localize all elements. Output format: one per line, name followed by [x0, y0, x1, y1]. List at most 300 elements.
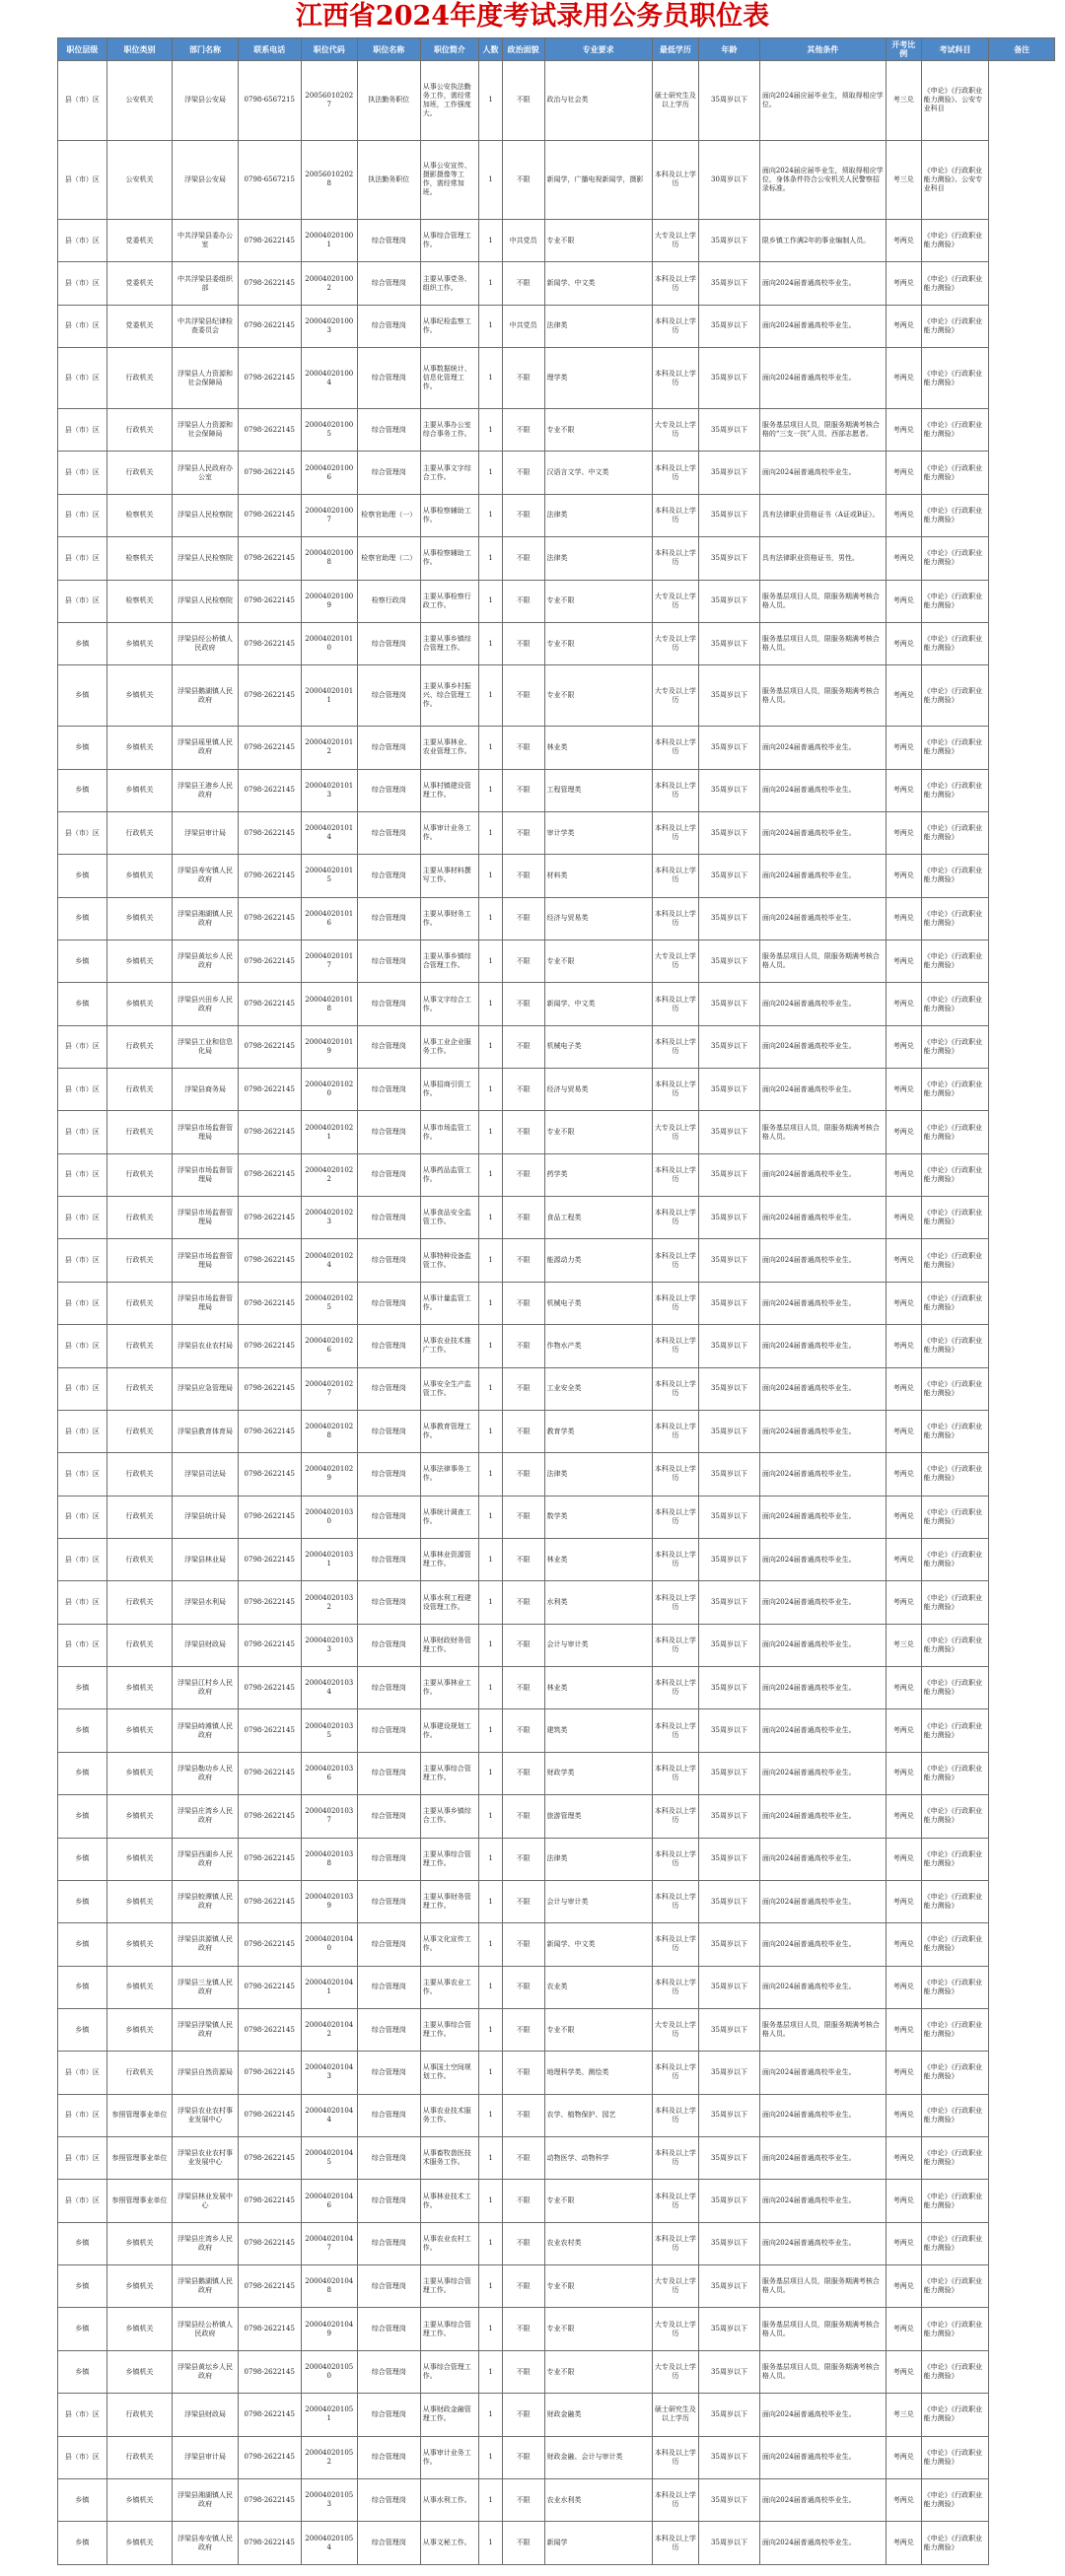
table-cell: 综合管理岗 — [357, 1367, 420, 1410]
table-cell: 《申论》《行政职业能力测验》 — [921, 537, 989, 580]
table-cell: 浮梁县黄坛乡人民政府 — [173, 940, 238, 982]
table-cell: 工程管理类 — [544, 769, 652, 811]
table-cell: 综合管理岗 — [357, 1069, 420, 1111]
table-cell: 35周岁以下 — [699, 1496, 760, 1538]
table-cell: 200040201011 — [301, 665, 357, 727]
table-cell: 0798-2622145 — [238, 1325, 301, 1367]
table-cell: 从事工业企业服务工作。 — [420, 1025, 478, 1068]
table-row — [58, 1838, 1055, 1880]
column-header: 部门名称 — [173, 38, 238, 61]
table-cell: 0798-2622145 — [238, 1923, 301, 1966]
table-cell: 1 — [479, 2094, 503, 2136]
table-cell: 综合管理岗 — [357, 1923, 420, 1966]
table-cell: 200040201022 — [301, 1153, 357, 1196]
table-cell: 面向2024届普通高校毕业生。 — [759, 2137, 886, 2180]
table-cell: 行政机关 — [106, 1239, 172, 1282]
table-cell: 综合管理岗 — [357, 622, 420, 664]
table-cell: 面向2024届普通高校毕业生。 — [759, 1667, 886, 1709]
table-cell: 《申论》《行政职业能力测验》 — [921, 1239, 989, 1282]
table-cell: 1 — [479, 1069, 503, 1111]
table-cell: 不限 — [502, 1539, 544, 1581]
table-cell: 从事财政金融管理工作。 — [420, 2394, 478, 2436]
column-header: 职位代码 — [301, 38, 357, 61]
table-cell: 面向2024届普通高校毕业生。 — [759, 452, 886, 494]
table-cell: 《申论》《行政职业能力测验》 — [921, 1667, 989, 1709]
table-cell: 35周岁以下 — [699, 1667, 760, 1709]
table-cell: 35周岁以下 — [699, 622, 760, 664]
table-cell: 综合管理岗 — [357, 1025, 420, 1068]
table-cell: 财政金融、会计与审计类 — [544, 2436, 652, 2478]
table-cell: 浮梁县人民检察院 — [173, 580, 238, 622]
table-cell: 《申论》《行政职业能力测验》 — [921, 348, 989, 409]
table-cell: 35周岁以下 — [699, 1709, 760, 1752]
table-cell: 中共浮梁县纪律检查委员会 — [173, 305, 238, 347]
table-cell: 不限 — [502, 1581, 544, 1624]
table-row — [58, 897, 1055, 940]
table-cell: 乡镇机关 — [106, 897, 172, 940]
table-cell: 《申论》《行政职业能力测验》 — [921, 983, 989, 1025]
table-cell: 35周岁以下 — [699, 1367, 760, 1410]
table-row — [58, 1709, 1055, 1752]
table-cell: 浮梁县财政局 — [173, 2394, 238, 2436]
table-cell: 200040201009 — [301, 580, 357, 622]
table-cell: 面向2024届普通高校毕业生。 — [759, 1752, 886, 1794]
table-cell: 主要从事乡镇综合管理工作。 — [420, 622, 478, 664]
column-header: 年龄 — [699, 38, 760, 61]
table-cell: 面向2024届普通高校毕业生。 — [759, 1624, 886, 1666]
column-header: 人数 — [479, 38, 503, 61]
table-cell: 浮梁县瑶里镇人民政府 — [173, 727, 238, 769]
table-cell: 综合管理岗 — [357, 769, 420, 811]
table-cell: 35周岁以下 — [699, 1624, 760, 1666]
table-cell: 面向2024届应届毕业生，须取得相应学位，身体条件符合公安机关人民警察招录标准。 — [759, 140, 886, 220]
table-cell: 《申论》《行政职业能力测验》 — [921, 1581, 989, 1624]
table-cell: 1 — [479, 262, 503, 305]
table-cell: 35周岁以下 — [699, 1410, 760, 1452]
table-cell: 浮梁县庄湾乡人民政府 — [173, 1795, 238, 1838]
table-cell: 0798-6567215 — [238, 140, 301, 220]
table-cell: 浮梁县黄坛乡人民政府 — [173, 2350, 238, 2393]
table-cell: 服务基层项目人员，限服务期满考核合格人员。 — [759, 2350, 886, 2393]
table-cell: 县（市）区 — [58, 61, 107, 141]
table-cell: 35周岁以下 — [699, 2137, 760, 2180]
table-cell: 专业不限 — [544, 622, 652, 664]
table-cell: 考两兑 — [886, 1923, 921, 1966]
table-cell: 专业不限 — [544, 2008, 652, 2051]
table-cell: 从事招商引资工作。 — [420, 1069, 478, 1111]
table-cell: 浮梁县市场监督管理局 — [173, 1282, 238, 1324]
table-cell: 不限 — [502, 61, 544, 141]
table-cell: 中共浮梁县委组织部 — [173, 262, 238, 305]
table-cell: 不限 — [502, 727, 544, 769]
table-cell: 0798-2622145 — [238, 2008, 301, 2051]
table-cell: 财政学类 — [544, 1752, 652, 1794]
table-cell: 浮梁县教育体育局 — [173, 1410, 238, 1452]
table-cell: 县（市）区 — [58, 1496, 107, 1538]
table-cell: 县（市）区 — [58, 2436, 107, 2478]
table-cell: 《申论》《行政职业能力测验》 — [921, 1880, 989, 1922]
table-cell: 参照管理事业单位 — [106, 2180, 172, 2222]
table-cell: 从事特种设备监管工作。 — [420, 1239, 478, 1282]
table-cell: 乡镇 — [58, 2222, 107, 2264]
table-cell: 乡镇 — [58, 2522, 107, 2565]
table-cell: 浮梁县财政局 — [173, 1624, 238, 1666]
table-row — [58, 1752, 1055, 1794]
table-cell: 200040201004 — [301, 348, 357, 409]
table-cell: 1 — [479, 665, 503, 727]
table-cell: 考两兑 — [886, 811, 921, 854]
table-cell: 不限 — [502, 1709, 544, 1752]
table-cell: 200040201033 — [301, 1624, 357, 1666]
table-cell: 新闻学、中文类 — [544, 1923, 652, 1966]
table-cell: 从事文字综合工作。 — [420, 983, 478, 1025]
table-cell: 本科及以上学历 — [652, 1667, 698, 1709]
table-cell: 经济与贸易类 — [544, 1069, 652, 1111]
table-cell: 行政机关 — [106, 1325, 172, 1367]
table-cell: 《申论》《行政职业能力测验》 — [921, 897, 989, 940]
table-cell: 《申论》《行政职业能力测验》 — [921, 2222, 989, 2264]
table-cell: 县（市）区 — [58, 1367, 107, 1410]
table-cell: 乡镇机关 — [106, 1838, 172, 1880]
table-cell: 1 — [479, 1282, 503, 1324]
table-cell: 主要从事财务工作。 — [420, 897, 478, 940]
table-cell: 0798-2622145 — [238, 305, 301, 347]
table-cell: 不限 — [502, 494, 544, 536]
table-cell: 不限 — [502, 1197, 544, 1239]
table-cell: 综合管理岗 — [357, 1667, 420, 1709]
table-cell: 35周岁以下 — [699, 940, 760, 982]
table-cell: 综合管理岗 — [357, 1197, 420, 1239]
table-row — [58, 2180, 1055, 2222]
table-cell: 从事财政财务管理工作。 — [420, 1624, 478, 1666]
table-cell: 考两兑 — [886, 580, 921, 622]
table-cell: 乡镇机关 — [106, 2222, 172, 2264]
table-cell: 会计与审计类 — [544, 1624, 652, 1666]
table-cell: 专业不限 — [544, 2180, 652, 2222]
table-cell: 0798-2622145 — [238, 727, 301, 769]
table-cell: 主要从事乡镇综合管理工作。 — [420, 940, 478, 982]
table-cell: 综合管理岗 — [357, 1581, 420, 1624]
table-cell: 乡镇机关 — [106, 665, 172, 727]
table-body — [58, 61, 1055, 2565]
table-cell: 1 — [479, 2436, 503, 2478]
table-cell: 本科及以上学历 — [652, 1838, 698, 1880]
table-cell: 法律类 — [544, 1838, 652, 1880]
table-cell: 200040201039 — [301, 1880, 357, 1922]
table-cell: 0798-2622145 — [238, 1709, 301, 1752]
table-cell: 35周岁以下 — [699, 1966, 760, 2008]
table-cell: 综合管理岗 — [357, 2265, 420, 2308]
table-cell: 考两兑 — [886, 1325, 921, 1367]
table-cell: 综合管理岗 — [357, 665, 420, 727]
table-cell: 本科及以上学历 — [652, 1966, 698, 2008]
table-cell: 《申论》《行政职业能力测验》 — [921, 727, 989, 769]
table-cell: 综合管理岗 — [357, 2394, 420, 2436]
table-cell: 浮梁县农业农村事业发展中心 — [173, 2137, 238, 2180]
table-cell: 从事文化宣传工作。 — [420, 1923, 478, 1966]
table-cell: 从事综合管理工作。 — [420, 2350, 478, 2393]
table-cell: 综合管理岗 — [357, 1838, 420, 1880]
table-cell: 200040201052 — [301, 2436, 357, 2478]
table-cell: 200040201053 — [301, 2478, 357, 2521]
table-row — [58, 1539, 1055, 1581]
table-cell: 面向2024届普通高校毕业生。 — [759, 1880, 886, 1922]
table-cell: 乡镇 — [58, 665, 107, 727]
table-cell: 面向2024届普通高校毕业生。 — [759, 2394, 886, 2436]
table-cell: 200040201042 — [301, 2008, 357, 2051]
table-cell: 200040201002 — [301, 262, 357, 305]
table-cell: 200040201050 — [301, 2350, 357, 2393]
table-cell: 服务基层项目人员，限服务期满考核合格人员。 — [759, 622, 886, 664]
table-cell: 从事林业技术工作。 — [420, 2180, 478, 2222]
table-cell: 从事水利工作。 — [420, 2478, 478, 2521]
table-cell: 主要从事检察行政工作。 — [420, 580, 478, 622]
table-cell: 0798-2622145 — [238, 2137, 301, 2180]
table-cell: 考两兑 — [886, 2478, 921, 2521]
table-cell: 0798-2622145 — [238, 622, 301, 664]
table-cell: 旅游管理类 — [544, 1795, 652, 1838]
table-cell: 本科及以上学历 — [652, 1325, 698, 1367]
table-cell: 考两兑 — [886, 1709, 921, 1752]
table-cell: 《申论》《行政职业能力测验》 — [921, 1624, 989, 1666]
table-cell: 0798-2622145 — [238, 1025, 301, 1068]
table-cell: 乡镇机关 — [106, 1752, 172, 1794]
table-cell: 0798-2622145 — [238, 1410, 301, 1452]
table-cell: 《申论》《行政职业能力测验》 — [921, 1282, 989, 1324]
table-cell: 面向2024届普通高校毕业生。 — [759, 1581, 886, 1624]
table-cell: 35周岁以下 — [699, 1752, 760, 1794]
table-cell: 能源动力类 — [544, 1239, 652, 1282]
table-row — [58, 1153, 1055, 1196]
table-cell: 200040201029 — [301, 1453, 357, 1496]
table-row — [58, 1239, 1055, 1282]
table-cell: 水利类 — [544, 1581, 652, 1624]
table-cell: 乡镇机关 — [106, 727, 172, 769]
table-cell: 乡镇机关 — [106, 2265, 172, 2308]
table-cell: 1 — [479, 2052, 503, 2094]
table-cell: 不限 — [502, 1282, 544, 1324]
table-cell: 200040201024 — [301, 1239, 357, 1282]
table-cell: 35周岁以下 — [699, 727, 760, 769]
table-cell: 专业不限 — [544, 2265, 652, 2308]
table-cell: 面向2024届普通高校毕业生。 — [759, 1282, 886, 1324]
table-cell: 考两兑 — [886, 1239, 921, 1282]
table-cell: 面向2024届普通高校毕业生。 — [759, 1239, 886, 1282]
table-cell: 《申论》《行政职业能力测验》 — [921, 1325, 989, 1367]
table-cell: 行政机关 — [106, 409, 172, 452]
table-cell: 专业不限 — [544, 409, 652, 452]
table-cell: 浮梁县公安局 — [173, 140, 238, 220]
table-row — [58, 2137, 1055, 2180]
table-cell: 主要从事综合管理工作。 — [420, 2008, 478, 2051]
table-cell: 浮梁县西湖乡人民政府 — [173, 1838, 238, 1880]
table-cell: 浮梁县洪源镇人民政府 — [173, 1923, 238, 1966]
table-cell: 200040201013 — [301, 769, 357, 811]
table-cell: 乡镇 — [58, 769, 107, 811]
table-cell: 1 — [479, 2394, 503, 2436]
table-cell: 35周岁以下 — [699, 897, 760, 940]
table-cell: 本科及以上学历 — [652, 452, 698, 494]
table-row — [58, 2308, 1055, 2350]
table-cell: 从事检察辅助工作。 — [420, 494, 478, 536]
table-cell: 大专及以上学历 — [652, 940, 698, 982]
table-cell: 乡镇 — [58, 2478, 107, 2521]
table-cell: 从事农业农村工作。 — [420, 2222, 478, 2264]
table-cell: 200040201037 — [301, 1795, 357, 1838]
table-cell: 考两兑 — [886, 665, 921, 727]
table-cell: 35周岁以下 — [699, 1453, 760, 1496]
table-cell: 考两兑 — [886, 1153, 921, 1196]
table-cell: 35周岁以下 — [699, 1239, 760, 1282]
table-cell: 行政机关 — [106, 1069, 172, 1111]
table-cell: 不限 — [502, 1069, 544, 1111]
table-cell: 行政机关 — [106, 811, 172, 854]
table-cell: 县（市）区 — [58, 537, 107, 580]
table-cell: 行政机关 — [106, 1025, 172, 1068]
table-cell: 200040201038 — [301, 1838, 357, 1880]
table-cell: 35周岁以下 — [699, 2008, 760, 2051]
table-cell: 不限 — [502, 140, 544, 220]
table-cell: 200040201006 — [301, 452, 357, 494]
table-row — [58, 2436, 1055, 2478]
table-cell: 综合管理岗 — [357, 2522, 420, 2565]
table-row — [58, 811, 1055, 854]
table-cell: 0798-2622145 — [238, 2265, 301, 2308]
table-cell: 乡镇机关 — [106, 2522, 172, 2565]
table-cell: 30周岁以下 — [699, 140, 760, 220]
table-cell: 县（市）区 — [58, 1111, 107, 1153]
table-cell: 1 — [479, 2478, 503, 2521]
table-cell: 《申论》《行政职业能力测验》 — [921, 1795, 989, 1838]
table-cell: 1 — [479, 140, 503, 220]
table-cell: 审计学类 — [544, 811, 652, 854]
table-cell: 200040201043 — [301, 2052, 357, 2094]
table-row — [58, 1923, 1055, 1966]
table-cell: 不限 — [502, 1838, 544, 1880]
table-cell: 35周岁以下 — [699, 61, 760, 141]
table-cell: 考两兑 — [886, 2265, 921, 2308]
table-row — [58, 1966, 1055, 2008]
table-cell: 考三兑 — [886, 1624, 921, 1666]
table-cell: 县（市）区 — [58, 494, 107, 536]
table-row — [58, 1025, 1055, 1068]
table-cell: 县（市）区 — [58, 1239, 107, 1282]
table-cell: 《申论》《行政职业能力测验》 — [921, 2052, 989, 2094]
table-cell: 35周岁以下 — [699, 220, 760, 262]
table-cell: 党委机关 — [106, 305, 172, 347]
table-cell: 大专及以上学历 — [652, 220, 698, 262]
table-cell: 主要从事综合管理工作。 — [420, 2308, 478, 2350]
table-cell: 本科及以上学历 — [652, 1282, 698, 1324]
table-row — [58, 1069, 1055, 1111]
table-cell: 1 — [479, 305, 503, 347]
table-cell: 35周岁以下 — [699, 537, 760, 580]
table-cell: 1 — [479, 769, 503, 811]
table-cell: 动物医学、动物科学 — [544, 2137, 652, 2180]
table-cell: 浮梁县寿安镇人民政府 — [173, 855, 238, 897]
table-cell: 新闻学，广播电视新闻学，摄影 — [544, 140, 652, 220]
table-cell: 主要从事农业工作。 — [420, 1966, 478, 2008]
table-row — [58, 855, 1055, 897]
table-cell: 面向2024届普通高校毕业生。 — [759, 1539, 886, 1581]
table-cell: 综合管理岗 — [357, 2436, 420, 2478]
table-cell: 0798-2622145 — [238, 2052, 301, 2094]
table-cell: 综合管理岗 — [357, 897, 420, 940]
table-cell: 主要从事综合管理工作。 — [420, 2265, 478, 2308]
table-cell: 考两兑 — [886, 897, 921, 940]
table-cell: 不限 — [502, 2052, 544, 2094]
table-cell: 200040201028 — [301, 1410, 357, 1452]
table-cell: 主要从事乡村振兴、综合管理工作。 — [420, 665, 478, 727]
table-cell: 服务基层项目人员，限服务期满考核合格人员。 — [759, 940, 886, 982]
table-cell: 1 — [479, 452, 503, 494]
table-cell: 《申论》《行政职业能力测验》 — [921, 1410, 989, 1452]
table-cell: 《申论》《行政职业能力测验》 — [921, 2394, 989, 2436]
table-row — [58, 2350, 1055, 2393]
table-cell: 0798-2622145 — [238, 452, 301, 494]
table-cell: 大专及以上学历 — [652, 2008, 698, 2051]
table-cell: 面向2024届普通高校毕业生。 — [759, 1153, 886, 1196]
page-title: 江西省2024年度考试录用公务员职位表 — [295, 1, 770, 32]
table-cell: 面向2024届普通高校毕业生。 — [759, 1197, 886, 1239]
table-cell: 《申论》《行政职业能力测验》、公安专业科目 — [921, 140, 989, 220]
table-cell: 0798-2622145 — [238, 409, 301, 452]
table-cell: 200040201048 — [301, 2265, 357, 2308]
table-cell: 汉语言文学、中文类 — [544, 452, 652, 494]
table-cell: 35周岁以下 — [699, 811, 760, 854]
table-cell: 不限 — [502, 1496, 544, 1538]
table-cell: 考两兑 — [886, 983, 921, 1025]
table-cell: 《申论》《行政职业能力测验》 — [921, 2478, 989, 2521]
table-cell: 从事文秘工作。 — [420, 2522, 478, 2565]
table-cell: 0798-2622145 — [238, 1239, 301, 1282]
table-cell: 0798-2622145 — [238, 983, 301, 1025]
table-cell: 本科及以上学历 — [652, 897, 698, 940]
table-cell: 从事数据统计、信息化管理工作。 — [420, 348, 478, 409]
table-cell: 服务基层项目人员，限服务期满考核合格人员。 — [759, 2265, 886, 2308]
table-cell: 200040201035 — [301, 1709, 357, 1752]
table-cell: 200040201003 — [301, 305, 357, 347]
table-cell: 综合管理岗 — [357, 1752, 420, 1794]
table-cell: 考两兑 — [886, 1667, 921, 1709]
table-cell: 不限 — [502, 2008, 544, 2051]
table-cell: 35周岁以下 — [699, 1025, 760, 1068]
table-cell: 县（市）区 — [58, 140, 107, 220]
table-cell: 综合管理岗 — [357, 1624, 420, 1666]
table-cell: 不限 — [502, 2350, 544, 2393]
table-cell: 浮梁县商务局 — [173, 1069, 238, 1111]
table-cell: 0798-2622145 — [238, 2522, 301, 2565]
table-cell: 《申论》《行政职业能力测验》 — [921, 452, 989, 494]
table-cell: 从事药品监管工作。 — [420, 1153, 478, 1196]
table-cell: 1 — [479, 811, 503, 854]
table-cell: 1 — [479, 2137, 503, 2180]
table-cell: 1 — [479, 1838, 503, 1880]
table-cell: 面向2024届普通高校毕业生。 — [759, 1923, 886, 1966]
table-cell: 材料类 — [544, 855, 652, 897]
table-cell: 200040201021 — [301, 1111, 357, 1153]
table-cell: 1 — [479, 1880, 503, 1922]
column-header: 专业要求 — [544, 38, 652, 61]
table-cell: 面向2024届普通高校毕业生。 — [759, 897, 886, 940]
table-cell: 1 — [479, 1239, 503, 1282]
table-cell: 浮梁县审计局 — [173, 2436, 238, 2478]
table-cell: 考两兑 — [886, 1496, 921, 1538]
table-cell: 0798-2622145 — [238, 1197, 301, 1239]
table-cell: 0798-2622145 — [238, 2436, 301, 2478]
table-cell: 面向2024届普通高校毕业生。 — [759, 262, 886, 305]
table-cell: 1 — [479, 2308, 503, 2350]
